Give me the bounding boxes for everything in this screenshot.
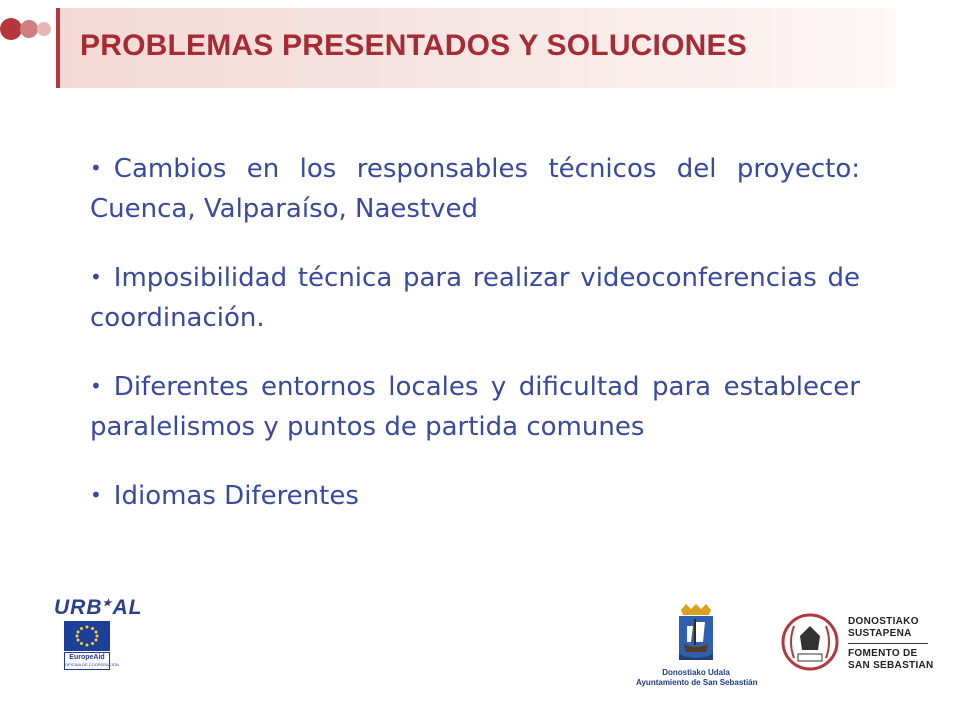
star-icon: ★	[102, 598, 113, 609]
eu-flag-icon	[64, 621, 110, 651]
bullet-icon: •	[90, 374, 102, 398]
dot-light	[37, 22, 51, 36]
donostia-city-logo: Donostiako Udala Ayuntamiento de San Sebastián	[636, 604, 756, 688]
fomento-san-sebastian-logo: DONOSTIAKO SUSTAPENA FOMENTO DE SAN SEBASTIAN	[780, 612, 940, 674]
page-title: PROBLEMAS PRESENTADOS Y SOLUCIONES	[80, 29, 747, 62]
europeaid-label: EuropeAid OFICINA DE COOPERACIÓN	[64, 652, 110, 670]
bullet-icon: •	[90, 265, 102, 289]
coat-of-arms-icon	[671, 604, 721, 666]
logo-divider	[848, 643, 928, 644]
list-item: • Cambios en los responsables técnicos del proyecto: Cuenca, Valparaíso, Naestved	[90, 148, 860, 229]
list-item: • Diferentes entornos locales y dificultad para establecer paralelismos y puntos de partida comunes	[90, 366, 860, 447]
urbal-wordmark: URB★AL	[54, 596, 143, 619]
decorative-dots	[0, 18, 60, 40]
list-item: • Imposibilidad técnica para realizar videoconferencias de coordinación.	[90, 257, 860, 338]
bullet-list	[90, 148, 860, 516]
urbal-europeaid-logo	[54, 596, 143, 676]
bullet-icon: •	[90, 483, 102, 507]
bullet-icon: •	[90, 156, 102, 180]
list-item: • Idiomas Diferentes	[90, 475, 860, 516]
dot-medium	[20, 20, 38, 38]
fomento-emblem-icon	[780, 612, 840, 672]
dot-dark	[0, 18, 22, 40]
